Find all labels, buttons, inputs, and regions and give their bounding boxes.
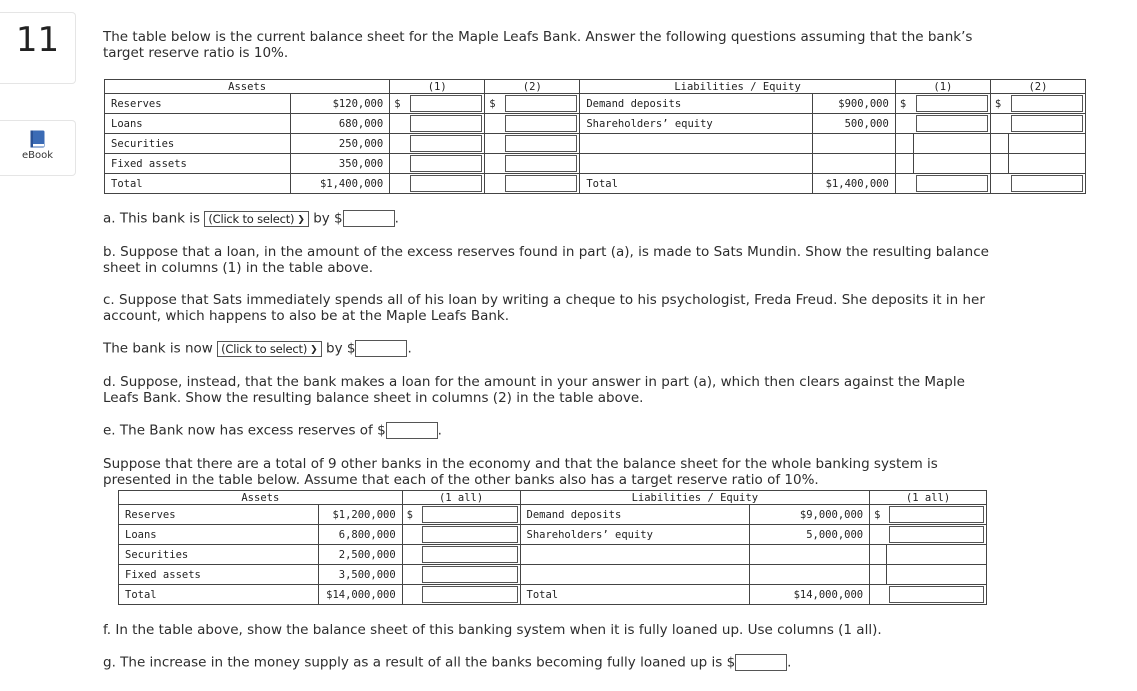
table-row xyxy=(119,545,987,565)
part-a: a. This bank is (Click to select) ❯ by $ . xyxy=(103,210,399,227)
dollar-sign: $ xyxy=(402,505,420,525)
liability-label: Total xyxy=(520,585,750,605)
loans-col2-input[interactable] xyxy=(505,115,577,132)
asset-value: $14,000,000 xyxy=(318,585,402,605)
system-total-liab-input[interactable] xyxy=(889,586,984,603)
part-a-amount-input[interactable] xyxy=(343,210,395,227)
total-assets-col2-input[interactable] xyxy=(505,175,577,192)
asset-label: Loans xyxy=(119,525,319,545)
liability-label: Shareholders’ equity xyxy=(580,114,813,134)
part-c2-text: The bank is now xyxy=(103,340,213,357)
header-col2-liab: (2) xyxy=(990,80,1085,94)
header-col1: (1) xyxy=(390,80,485,94)
fixed-assets-col2-input[interactable] xyxy=(505,155,577,172)
balance-sheet-table xyxy=(104,79,1086,194)
book-icon xyxy=(30,130,45,148)
liability-value: 5,000,000 xyxy=(750,525,870,545)
asset-label: Fixed assets xyxy=(119,565,319,585)
system-loans-input[interactable] xyxy=(422,526,517,543)
part-c-text: c. Suppose that Sats immediately spends all of his loan by writing a cheque to his psychologist, Freda Freud. She deposits it in her account, which happens to also be at the Maple Leafs Bank. xyxy=(103,292,985,324)
table-row xyxy=(119,585,987,605)
asset-value: $1,400,000 xyxy=(291,174,390,194)
part-g-amount-input[interactable] xyxy=(735,654,787,671)
table-header-row xyxy=(105,80,1086,94)
ebook-label: eBook xyxy=(21,150,54,161)
header-col1-all-liab: (1 all) xyxy=(870,491,987,505)
liability-value: $9,000,000 xyxy=(750,505,870,525)
table-row xyxy=(119,565,987,585)
dollar-sign: $ xyxy=(895,94,913,114)
system-fixed-assets-input[interactable] xyxy=(422,566,517,583)
equity-col1-input[interactable] xyxy=(916,115,988,132)
header-assets: Assets xyxy=(119,491,403,505)
reserves-col1-input[interactable] xyxy=(410,95,482,112)
fixed-assets-col1-input[interactable] xyxy=(410,155,482,172)
total-assets-col1-input[interactable] xyxy=(410,175,482,192)
table-row xyxy=(105,174,1086,194)
table-row xyxy=(105,94,1086,114)
asset-value: 2,500,000 xyxy=(318,545,402,565)
ebook-button[interactable] xyxy=(0,120,76,176)
table-header-row xyxy=(119,491,987,505)
total-liab-col1-input[interactable] xyxy=(916,175,988,192)
part-a-text: a. This bank is xyxy=(103,210,201,227)
chevron-down-icon: ❯ xyxy=(310,344,318,355)
intro-text: The table below is the current balance sheet for the Maple Leafs Bank. Answer the following questions assuming that the bank’s target reserve ratio is 10%. xyxy=(103,29,973,61)
asset-label: Total xyxy=(119,585,319,605)
liability-value: $14,000,000 xyxy=(750,585,870,605)
liability-label: Demand deposits xyxy=(580,94,813,114)
asset-value: 250,000 xyxy=(291,134,390,154)
part-g-text: g. The increase in the money supply as a result of all the banks becoming fully loaned up is $ xyxy=(103,654,736,671)
asset-value: 3,500,000 xyxy=(318,565,402,585)
asset-value: 6,800,000 xyxy=(318,525,402,545)
header-assets: Assets xyxy=(105,80,390,94)
asset-label: Securities xyxy=(105,134,291,154)
part-e-text: e. The Bank now has excess reserves of $ xyxy=(103,422,386,439)
header-col1-all: (1 all) xyxy=(402,491,520,505)
header-liabilities: Liabilities / Equity xyxy=(580,80,896,94)
part-c2-select-value: (Click to select) xyxy=(221,341,308,356)
table-row xyxy=(105,154,1086,174)
liability-label: Demand deposits xyxy=(520,505,750,525)
reserves-col2-input[interactable] xyxy=(505,95,577,112)
question-number: 11 xyxy=(0,12,76,84)
table-row xyxy=(105,114,1086,134)
securities-col1-input[interactable] xyxy=(410,135,482,152)
securities-col2-input[interactable] xyxy=(505,135,577,152)
part-c2: The bank is now (Click to select) ❯ by $ . xyxy=(103,340,412,357)
liability-label: Total xyxy=(580,174,813,194)
deposits-col1-input[interactable] xyxy=(916,95,988,112)
part-d-text: d. Suppose, instead, that the bank makes a loan for the amount in your answer in part (a), which then clears against the Maple Leafs Bank. Show the resulting balance sheet in columns (2) in the table above. xyxy=(103,374,965,406)
asset-label: Total xyxy=(105,174,291,194)
deposits-col2-input[interactable] xyxy=(1011,95,1083,112)
dollar-sign: $ xyxy=(870,505,887,525)
dollar-sign: $ xyxy=(485,94,503,114)
dollar-sign: $ xyxy=(390,94,408,114)
asset-label: Fixed assets xyxy=(105,154,291,174)
part-e-amount-input[interactable] xyxy=(386,422,438,439)
dollar-sign: $ xyxy=(990,94,1008,114)
asset-value: 680,000 xyxy=(291,114,390,134)
asset-label: Securities xyxy=(119,545,319,565)
header-liabilities: Liabilities / Equity xyxy=(520,491,870,505)
liability-value: $900,000 xyxy=(812,94,895,114)
system-equity-input[interactable] xyxy=(889,526,984,543)
part-g: g. The increase in the money supply as a result of all the banks becoming fully loaned up is $ . xyxy=(103,654,792,671)
part-b-text: b. Suppose that a loan, in the amount of the excess reserves found in part (a), is made to Sats Mundin. Show the resulting balance sheet in columns (1) in the table above. xyxy=(103,244,989,276)
asset-value: $120,000 xyxy=(291,94,390,114)
system-intro-text: Suppose that there are a total of 9 other banks in the economy and that the balance sheet for the whole banking system is presented in the table below. Assume that each of the other banks also has a target reserve ratio of 10%. xyxy=(103,456,938,488)
equity-col2-input[interactable] xyxy=(1011,115,1083,132)
liability-value: $1,400,000 xyxy=(812,174,895,194)
system-securities-input[interactable] xyxy=(422,546,517,563)
system-reserves-input[interactable] xyxy=(422,506,517,523)
chevron-down-icon: ❯ xyxy=(297,214,305,225)
part-e: e. The Bank now has excess reserves of $ . xyxy=(103,422,442,439)
part-f-text: f. In the table above, show the balance sheet of this banking system when it is fully loaned up. Use columns (1 all). xyxy=(103,622,882,638)
total-liab-col2-input[interactable] xyxy=(1011,175,1083,192)
part-a-select-value: (Click to select) xyxy=(208,211,295,226)
table-row xyxy=(105,134,1086,154)
asset-label: Reserves xyxy=(105,94,291,114)
table-row xyxy=(119,505,987,525)
system-total-assets-input[interactable] xyxy=(422,586,517,603)
header-col1-liab: (1) xyxy=(895,80,990,94)
table-row xyxy=(119,525,987,545)
part-c2-amount-input[interactable] xyxy=(355,340,407,357)
part-c2-by: by $ xyxy=(326,340,356,357)
part-c2-select[interactable] xyxy=(217,341,322,357)
header-col2: (2) xyxy=(485,80,580,94)
banking-system-table xyxy=(118,490,987,605)
asset-value: 350,000 xyxy=(291,154,390,174)
part-a-select[interactable] xyxy=(204,211,309,227)
liability-value: 500,000 xyxy=(812,114,895,134)
system-deposits-input[interactable] xyxy=(889,506,984,523)
part-a-by: by $ xyxy=(313,210,343,227)
liability-label: Shareholders’ equity xyxy=(520,525,750,545)
asset-label: Loans xyxy=(105,114,291,134)
asset-value: $1,200,000 xyxy=(318,505,402,525)
loans-col1-input[interactable] xyxy=(410,115,482,132)
asset-label: Reserves xyxy=(119,505,319,525)
